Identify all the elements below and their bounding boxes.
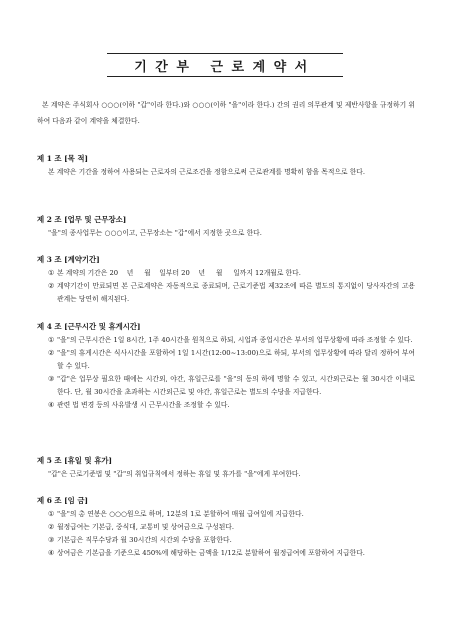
item-number: ④ — [48, 549, 55, 557]
article-1-heading: 제 1 조 [목 적] — [37, 154, 88, 163]
item-text: 기본급은 직무수당과 월 30시간의 시간외 수당을 포함한다. — [57, 536, 232, 544]
item-number: ② — [48, 523, 55, 531]
list-item — [37, 280, 419, 306]
article-2 — [37, 215, 419, 240]
article-5-text: "갑"은 근로기준법 및 "갑"의 취업규칙에서 정하는 휴일 및 휴가를 "을"에게 부여한다. — [48, 470, 301, 478]
item-text: "갑"은 업무상 필요한 때에는 시간외, 야간, 휴일근로를 "을"의 동의 하에 명할 수 있고, 시간외근로는 월 30시간 이내로 한다. 단, 월 30시간을 초과하는 시간외근로 및 야간, 휴일근로는 별도의 수당을 지급한다. — [57, 375, 415, 396]
article-5-heading: 제 5 조 [휴일 및 휴가] — [37, 456, 112, 465]
list-item — [37, 534, 419, 547]
list-item — [37, 347, 419, 373]
list-item — [37, 508, 419, 521]
item-number: ① — [48, 510, 55, 518]
article-1-text: 본 계약은 기간을 정하여 사용되는 근로자의 근로조건을 정함으로써 근로관계를 명확히 함을 목적으로 한다. — [48, 168, 365, 176]
item-text: 본 계약의 기간은 20 년 월 일부터 20 년 월 일까지 12개월로 한다. — [57, 269, 301, 277]
item-number: ④ — [48, 401, 55, 409]
list-item — [37, 334, 419, 347]
article-6-heading: 제 6 조 [임 금] — [37, 496, 88, 505]
list-item — [37, 267, 419, 280]
article-3 — [37, 255, 419, 306]
item-number: ① — [48, 336, 55, 344]
item-number: ① — [48, 269, 55, 277]
item-number: ② — [48, 282, 55, 290]
item-text: "을"의 근무시간은 1일 8시간, 1주 40시간을 원칙으로 하되, 시업과 종업시간은 부서의 업무상황에 따라 조정할 수 있다. — [57, 336, 413, 344]
document-title: 기간부 근로계약서 — [134, 59, 316, 75]
article-1 — [37, 154, 419, 179]
item-text: "을"의 휴게시간은 식사시간을 포함하여 1일 1시간(12:00~13:00)으로 하되, 부서의 업무상황에 따라 달리 정하여 부여할 수 있다. — [57, 349, 415, 370]
article-4 — [37, 322, 419, 412]
article-4-heading: 제 4 조 [근무시간 및 휴게시간] — [37, 322, 141, 331]
item-text: 계약기간이 만료되면 본 근로계약은 자동적으로 종료되며, 근로기준법 제32조에 따른 별도의 통지없이 당사자간의 고용관계는 당연히 해지된다. — [57, 282, 415, 303]
intro-paragraph: 본 계약은 주식회사 ○○○(이하 "갑"이라 한다.)와 ○○○(이하 "을"이라 한다.) 간의 권리 의무관계 및 제반사항을 규정하기 위하여 다음과 같이 계약을 체결한다. — [37, 101, 415, 125]
item-text: "을"의 총 연봉은 ○○○원으로 하며, 12분의 1로 분할하여 매월 급여일에 지급한다. — [57, 510, 304, 518]
article-2-heading: 제 2 조 [업무 및 근무장소] — [37, 215, 127, 224]
article-2-text: "을"의 종사업무는 ○○○이고, 근무장소는 "갑"에서 지정한 곳으로 한다. — [48, 229, 262, 237]
list-item — [37, 373, 419, 399]
list-item — [37, 521, 419, 534]
item-text: 관련 법 변경 등의 사유발생 시 근무시간을 조정할 수 있다. — [57, 401, 230, 409]
list-item — [37, 547, 419, 560]
article-5 — [37, 456, 419, 481]
list-item — [37, 399, 419, 412]
item-text: 상여금은 기본급을 기준으로 450%에 해당하는 금액을 1/12로 분할하여 월정급여에 포함하여 지급한다. — [57, 549, 365, 557]
article-6 — [37, 496, 419, 560]
item-text: 월정급여는 기본급, 중식대, 교통비 및 상여금으로 구성된다. — [57, 523, 235, 531]
title-box — [107, 53, 343, 77]
item-number: ③ — [48, 536, 55, 544]
item-number: ② — [48, 349, 55, 357]
article-3-heading: 제 3 조 [계약기간] — [37, 255, 100, 264]
item-number: ③ — [48, 375, 55, 383]
